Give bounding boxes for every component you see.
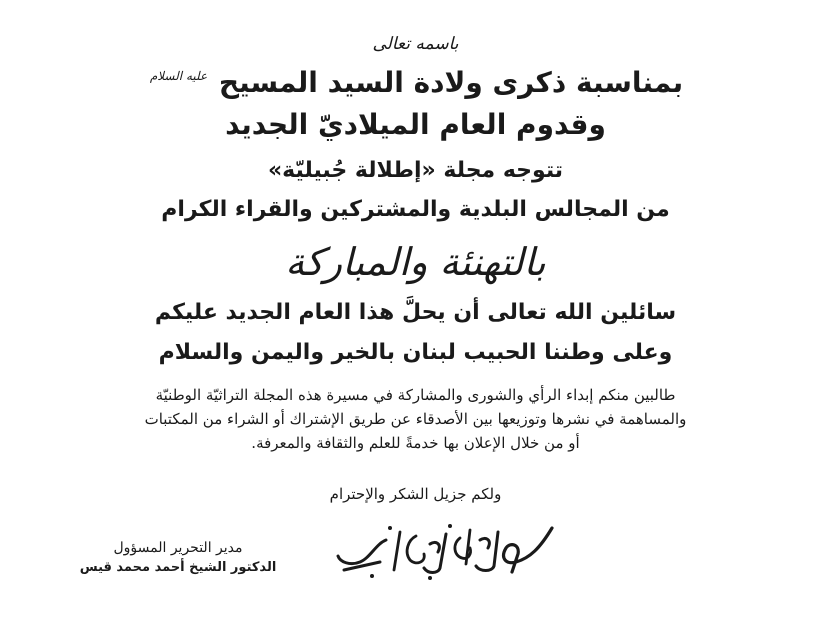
heading-line-6: وعلى وطننا الحبيب لبنان بالخير واليمن والسلام xyxy=(158,340,673,365)
heading-line-1 xyxy=(0,66,831,99)
editor-title: مدير التحرير المسؤول xyxy=(113,540,243,556)
editor-block xyxy=(78,540,278,575)
heading-line-2: وقدوم العام الميلاديّ الجديد xyxy=(225,108,606,141)
heading-line-4: من المجالس البلدية والمشتركين والقراء الكرام xyxy=(161,197,670,222)
closing-line: ولكم جزيل الشكر والإحترام xyxy=(329,485,502,503)
signature-calligraphy-icon xyxy=(330,518,560,582)
body-line-3: أو من خلال الإعلان بها خدمةً للعلم والثقافة والمعرفة. xyxy=(251,434,580,452)
heading-line-3: تتوجه مجلة «إطلالة جُبيليّة» xyxy=(267,158,564,183)
body-line-2: والمساهمة في نشرها وتوزيعها بين الأصدقاء عن طريق الإشتراك أو الشراء من المكتبات xyxy=(144,410,687,428)
heading-line-1-text: بمناسبة ذكرى ولادة السيد المسيح xyxy=(218,66,684,99)
heading-line-5: سائلين الله تعالى أن يحلَّ هذا العام الجديد عليكم xyxy=(154,300,677,325)
calligraphy-greeting: بالتهنئة والمباركة xyxy=(285,240,546,284)
editor-name: الدكتور الشيخ أحمد محمد قيس xyxy=(79,560,277,575)
basmala: باسمه تعالى xyxy=(372,34,459,54)
body-line-1: طالبين منكم إبداء الرأي والشورى والمشاركة في مسيرة هذه المجلة التراثيّة الوطنيّة xyxy=(155,386,676,404)
body-paragraph xyxy=(78,383,753,455)
honorific-mark: عليه السلام xyxy=(149,69,208,83)
